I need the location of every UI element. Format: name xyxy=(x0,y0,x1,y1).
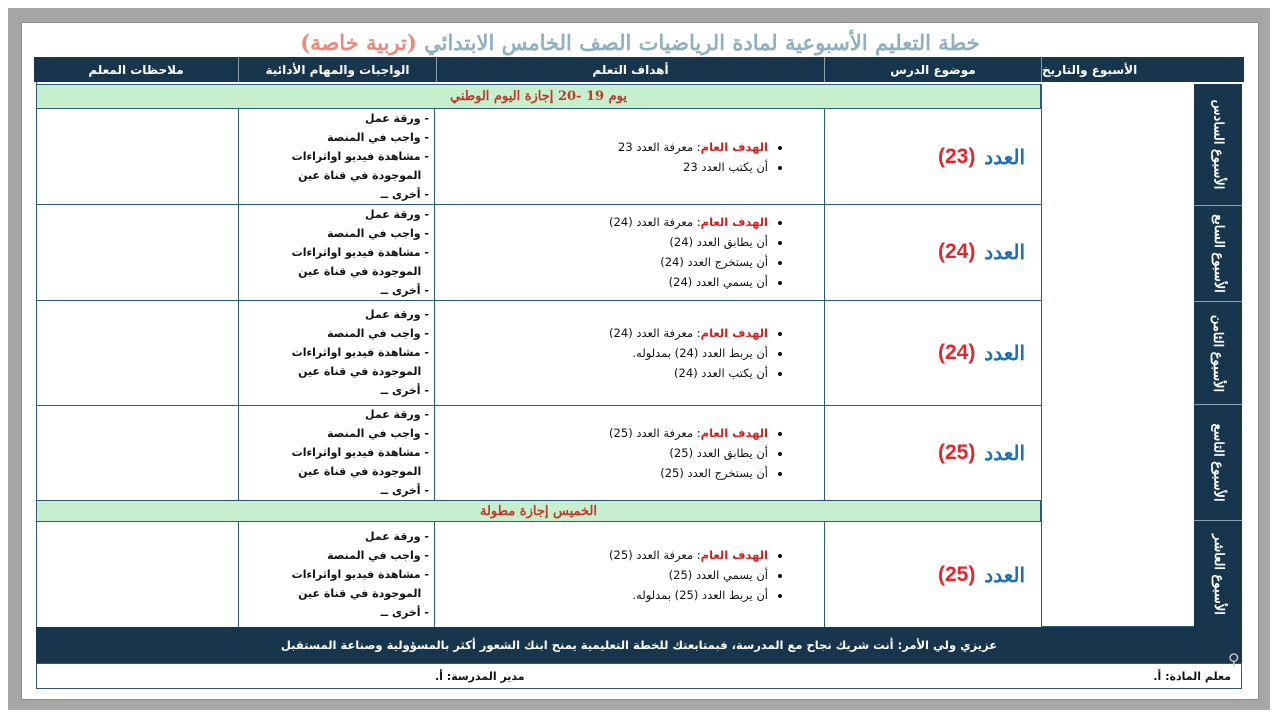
goal-item xyxy=(609,443,768,463)
task-item: - مشاهدة فيديو اواثراءات xyxy=(291,150,429,163)
task-item: - ورقة عمل xyxy=(365,408,429,421)
task-item: - مشاهدة فيديو اواثراءات xyxy=(291,245,429,259)
goal-item xyxy=(609,252,768,272)
goal-text: أن يستخرج العدد (24) xyxy=(660,255,768,269)
week-cell-6 xyxy=(1194,84,1242,206)
goal-label: الهدف العام xyxy=(700,139,768,154)
goal-text: أن يسمي العدد (24) xyxy=(668,275,768,289)
goal-item xyxy=(609,565,768,585)
task-item: الموجودة في قناة عين xyxy=(298,264,422,278)
task-item: الموجودة في قناة عين xyxy=(298,587,422,600)
task-item: - أخرى ــ xyxy=(380,188,429,201)
title-main: خطة التعليم الأسبوعية لمادة الرياضيات الصف الخامس الابتدائي xyxy=(424,30,980,55)
header-week-date: الأسبوع والتاريخ xyxy=(1041,57,1244,82)
task-item: الموجودة في قناة عين xyxy=(298,365,422,378)
goal-item: • الهدف العام: معرفة العدد (24) xyxy=(609,323,768,343)
task-item: - ورقة عمل xyxy=(365,308,429,321)
goal-label: الهدف العام xyxy=(700,547,768,562)
task-item: - ورقة عمل xyxy=(365,530,429,543)
task-item: - ورقة عمل xyxy=(365,112,429,125)
goal-text: معرفة العدد (25) xyxy=(609,425,694,440)
week-label: الأسبوع الثامن xyxy=(1210,314,1226,392)
goal-item xyxy=(609,343,768,363)
task-item: - أخرى ــ xyxy=(380,283,429,297)
goals-cell xyxy=(436,300,822,405)
topic-number: (25) xyxy=(937,440,976,464)
goal-item xyxy=(609,272,768,292)
teacher-signature: معلم المادة: أ. xyxy=(1153,670,1231,683)
tasks-cell xyxy=(240,522,435,627)
topic-word: العدد xyxy=(984,440,1025,465)
task-item: - ورقة عمل xyxy=(365,207,429,221)
topic-number: (25) xyxy=(937,562,976,586)
goal-text: أن يطابق العدد (24) xyxy=(669,235,768,249)
goal-text: أن يربط العدد (25) بمدلوله. xyxy=(632,587,768,602)
date-column xyxy=(1041,84,1194,627)
task-item: الموجودة في قناة عين xyxy=(298,465,422,478)
goal-text: معرفة العدد 23 xyxy=(618,139,694,154)
goal-text: أن يربط العدد (24) بمدلوله. xyxy=(632,345,768,360)
goal-text: أن يستخرج العدد (25) xyxy=(660,465,768,480)
title-special-education: (تربية خاصة) xyxy=(300,30,417,55)
week-cell-7 xyxy=(1194,206,1242,302)
task-item: - أخرى ــ xyxy=(380,484,429,497)
goal-text: معرفة العدد (24) xyxy=(609,325,694,340)
week-cell-10 xyxy=(1194,521,1242,627)
header-notes: ملاحظات المعلم xyxy=(34,57,238,82)
goal-item: • الهدف العام: معرفة العدد (24) xyxy=(609,212,768,232)
task-item: - مشاهدة فيديو اواثراءات xyxy=(291,568,429,581)
topic-cell xyxy=(824,300,1039,405)
weekly-plan-table xyxy=(34,57,1244,689)
holiday-row-national-day: يوم 19 -20 إجازة اليوم الوطني xyxy=(36,84,1041,109)
task-item: - واجب في المنصة xyxy=(327,327,429,340)
goal-item: • الهدف العام: معرفة العدد (25) xyxy=(609,545,768,565)
goal-text: معرفة العدد (24) xyxy=(609,215,694,229)
task-item: - مشاهدة فيديو اواثراءات xyxy=(291,346,429,359)
goal-label: الهدف العام xyxy=(700,325,768,340)
goal-label: الهدف العام xyxy=(700,425,768,440)
week-label: الأسبوع السادس xyxy=(1210,99,1226,190)
grid-line xyxy=(36,82,37,627)
topic-number: (24) xyxy=(937,240,976,263)
tasks-cell xyxy=(240,405,435,500)
topic-number: (24) xyxy=(937,340,976,364)
goal-item xyxy=(609,463,768,483)
week-label: الأسبوع السابع xyxy=(1210,214,1226,293)
goals-cell xyxy=(436,204,822,300)
task-item: - واجب في المنصة xyxy=(327,549,429,562)
goal-text: أن يكتب العدد 23 xyxy=(683,159,768,174)
task-item: - أخرى ــ xyxy=(380,384,429,397)
week-label: الأسبوع العاشر xyxy=(1210,533,1226,615)
goal-item xyxy=(618,157,768,177)
task-item: - واجب في المنصة xyxy=(327,226,429,240)
tasks-cell xyxy=(240,204,435,300)
header-topic: موضوع الدرس xyxy=(824,57,1041,82)
goal-text: أن يسمي العدد (25) xyxy=(668,567,768,582)
parent-message-bar: عزيزي ولي الأمر: أنت شريك نجاح مع المدرسة، فبمتابعتك للخطة التعليمية يمنح ابنك الشعور أكثر بالمسؤولية وصناعة المستقبل xyxy=(36,627,1242,663)
week-label: الأسبوع التاسع xyxy=(1210,423,1226,502)
tasks-cell xyxy=(240,109,435,204)
goals-cell xyxy=(436,405,822,500)
goal-text: معرفة العدد (25) xyxy=(609,547,694,562)
topic-word: العدد xyxy=(984,562,1025,587)
topic-cell xyxy=(824,109,1039,204)
week-column xyxy=(1194,84,1242,627)
goal-label: الهدف العام xyxy=(700,215,768,229)
holiday-row-thursday: الخميس إجازة مطولة xyxy=(36,500,1041,522)
goal-text: أن يطابق العدد (25) xyxy=(669,445,768,460)
grid-line xyxy=(238,522,239,627)
topic-number: (23) xyxy=(937,144,976,168)
goal-item xyxy=(609,232,768,252)
goal-text: أن يكتب العدد (24) xyxy=(674,365,768,380)
header-goals: أهداف التعلم xyxy=(436,57,824,82)
week-cell-9 xyxy=(1194,405,1242,521)
task-item: - واجب في المنصة xyxy=(327,131,429,144)
header-tasks: الواجبات والمهام الأدائية xyxy=(238,57,436,82)
goals-cell xyxy=(436,109,822,204)
task-item: - واجب في المنصة xyxy=(327,427,429,440)
grid-line xyxy=(238,109,239,500)
goal-item xyxy=(609,585,768,605)
topic-cell xyxy=(824,204,1039,300)
topic-word: العدد xyxy=(984,340,1025,365)
page-title xyxy=(0,30,1280,55)
week-cell-8 xyxy=(1194,302,1242,405)
task-item: - مشاهدة فيديو اواثراءات xyxy=(291,446,429,459)
signature-row xyxy=(36,663,1242,689)
task-item: - أخرى ــ xyxy=(380,606,429,619)
tasks-cell xyxy=(240,300,435,405)
topic-word: العدد xyxy=(984,144,1025,169)
watermark-icon: ⚲ xyxy=(1228,650,1240,669)
goal-item xyxy=(609,363,768,383)
goal-item: • الهدف العام: معرفة العدد (25) xyxy=(609,423,768,443)
goal-item: • الهدف العام: معرفة العدد 23 xyxy=(618,137,768,157)
task-item: الموجودة في قناة عين xyxy=(298,169,422,182)
goals-cell xyxy=(436,522,822,627)
topic-cell xyxy=(824,405,1039,500)
manager-signature: مدير المدرسة: أ. xyxy=(435,670,525,683)
topic-word: العدد xyxy=(984,240,1025,264)
topic-cell xyxy=(824,522,1039,627)
